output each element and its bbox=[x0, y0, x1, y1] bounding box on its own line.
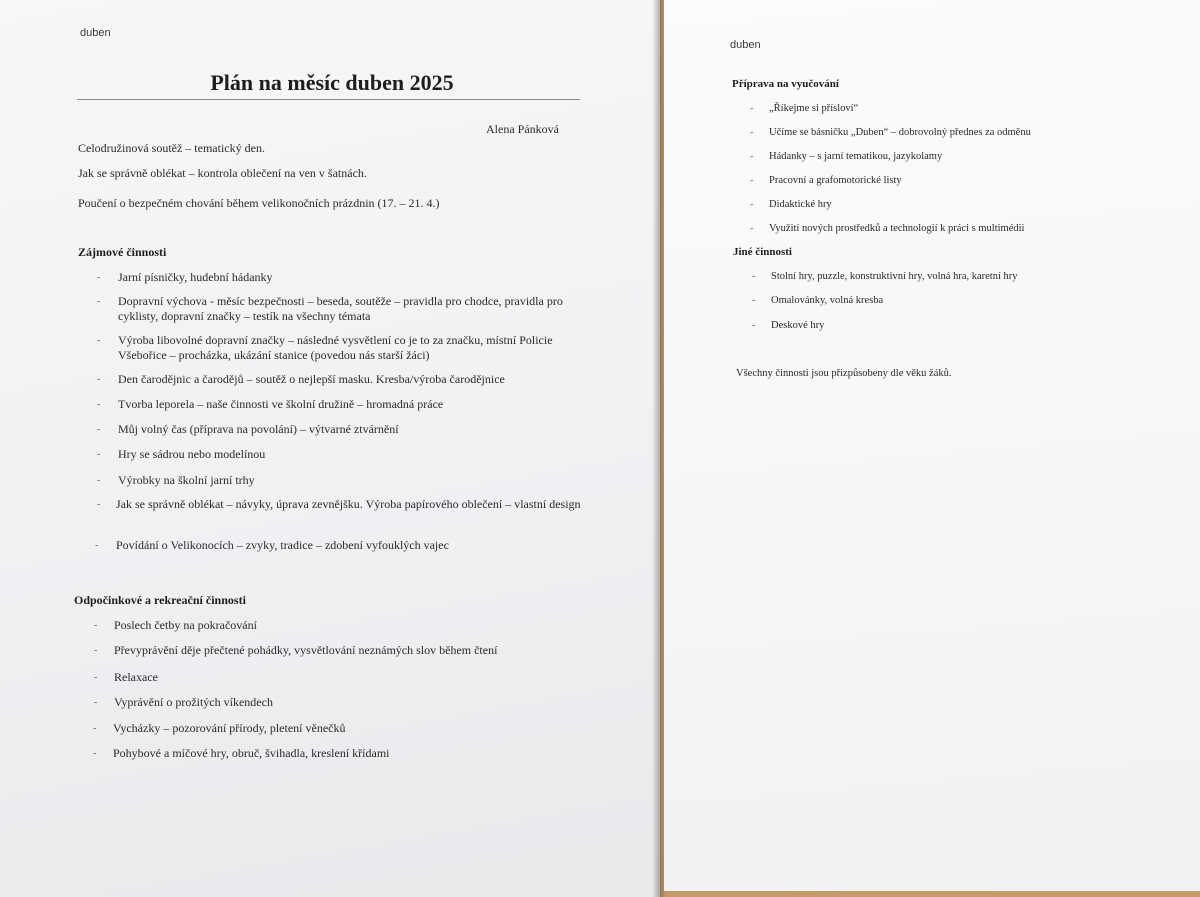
bullet-dash: - bbox=[97, 296, 101, 307]
bullet-dash: - bbox=[94, 672, 98, 683]
list-item-text: Jak se správně oblékat – návyky, úprava zevnějšku. Výroba papírového oblečení – vlastní design bbox=[116, 497, 581, 511]
list-item-text: Učíme se básničku „Duben“ – dobrovolný přednes za odměnu bbox=[769, 127, 1031, 138]
bullet-dash: - bbox=[97, 424, 101, 435]
bullet-dash: - bbox=[752, 271, 756, 282]
list-item-text: Hádanky – s jarní tematikou, jazykolamy bbox=[769, 151, 943, 162]
list-item-text: Tvorba leporela – naše činnosti ve školní družině – hromadná práce bbox=[118, 397, 444, 411]
bullet-dash: - bbox=[97, 374, 101, 385]
intro-line: Celodružinová soutěž – tematický den. bbox=[78, 141, 265, 155]
list-item-text: „Říkejme si přísloví“ bbox=[769, 103, 859, 114]
footer-note: Všechny činnosti jsou přizpůsobeny dle věku žáků. bbox=[736, 368, 952, 379]
page-header: duben bbox=[730, 39, 761, 51]
bullet-dash: - bbox=[752, 295, 756, 306]
bullet-dash: - bbox=[750, 127, 754, 138]
bullet-dash: - bbox=[94, 620, 98, 631]
section-heading: Odpočinkové a rekreační činnosti bbox=[74, 593, 246, 607]
bullet-dash: - bbox=[750, 103, 754, 114]
section-heading: Příprava na vyučování bbox=[732, 78, 839, 90]
list-item-text: Den čarodějnic a čarodějů – soutěž o nejlepší masku. Kresba/výroba čarodějnice bbox=[118, 372, 505, 386]
bullet-dash: - bbox=[95, 540, 99, 551]
bullet-dash: - bbox=[750, 175, 754, 186]
list-item-text: Výrobky na školní jarní trhy bbox=[118, 473, 255, 487]
bullet-dash: - bbox=[97, 475, 101, 486]
list-item-text: Didaktické hry bbox=[769, 199, 832, 210]
list-item-text: Vyprávění o prožitých víkendech bbox=[114, 695, 273, 709]
page-header: duben bbox=[80, 27, 111, 39]
intro-line: Jak se správně oblékat – kontrola oblečení na ven v šatnách. bbox=[78, 166, 367, 180]
bullet-dash: - bbox=[750, 151, 754, 162]
intro-line: Poučení o bezpečném chování během velikonočních prázdnin (17. – 21. 4.) bbox=[78, 196, 440, 210]
title-underline bbox=[77, 99, 580, 100]
list-item-text: Pracovní a grafomotorické listy bbox=[769, 175, 902, 186]
bullet-dash: - bbox=[94, 697, 98, 708]
bullet-dash: - bbox=[94, 645, 98, 656]
bullet-dash: - bbox=[750, 199, 754, 210]
section-heading: Jiné činnosti bbox=[733, 246, 792, 258]
list-item-text: Pohybové a míčové hry, obruč, švihadla, kreslení křídami bbox=[113, 746, 390, 760]
list-item-text: Hry se sádrou nebo modelínou bbox=[118, 447, 266, 461]
list-item-text: Povídání o Velikonocích – zvyky, tradice – zdobení vyfouklých vajec bbox=[116, 538, 449, 552]
bullet-dash: - bbox=[93, 723, 97, 734]
bullet-dash: - bbox=[97, 399, 101, 410]
page-title: Plán na měsíc duben 2025 bbox=[210, 70, 454, 95]
list-item-text: Stolní hry, puzzle, konstruktivní hry, volná hra, karetní hry bbox=[771, 271, 1018, 282]
list-item-text: Deskové hry bbox=[771, 320, 825, 331]
right-page bbox=[664, 0, 1200, 891]
author-name: Alena Pánková bbox=[486, 122, 559, 136]
list-item-text: Omalovánky, volná kresba bbox=[771, 295, 884, 306]
list-item-text: Vycházky – pozorování přírody, pletení věnečků bbox=[113, 721, 346, 735]
list-item-text: Výroba libovolné dopravní značky – následné vysvětlení co je to za značku, místní Policie Všebořice – procházka, ukázání stanice (povedou nás starší žáci) bbox=[118, 333, 553, 362]
section-heading: Zájmové činnosti bbox=[78, 245, 167, 259]
bullet-dash: - bbox=[97, 449, 101, 460]
bullet-dash: - bbox=[93, 748, 97, 759]
list-item-text: Převyprávění děje přečtené pohádky, vysvětlování neznámých slov během čtení bbox=[114, 643, 498, 657]
list-item-text: Poslech četby na pokračování bbox=[114, 618, 257, 632]
list-item-text: Jarní písničky, hudební hádanky bbox=[118, 270, 273, 284]
bullet-dash: - bbox=[97, 272, 101, 283]
list-item-text: Dopravní výchova - měsíc bezpečnosti – beseda, soutěže – pravidla pro chodce, pravidla pro cyklisty, dopravní značky – testík na všechny témata bbox=[118, 294, 563, 323]
list-item-text: Využití nových prostředků a technologií k práci s multimédii bbox=[769, 223, 1025, 234]
list-item-text: Můj volný čas (příprava na povolání) – výtvarné ztvárnění bbox=[118, 422, 399, 436]
bullet-dash: - bbox=[97, 499, 101, 510]
list-item-text: Relaxace bbox=[114, 670, 158, 684]
bullet-dash: - bbox=[750, 223, 754, 234]
bullet-dash: - bbox=[752, 320, 756, 331]
bullet-dash: - bbox=[97, 335, 101, 346]
